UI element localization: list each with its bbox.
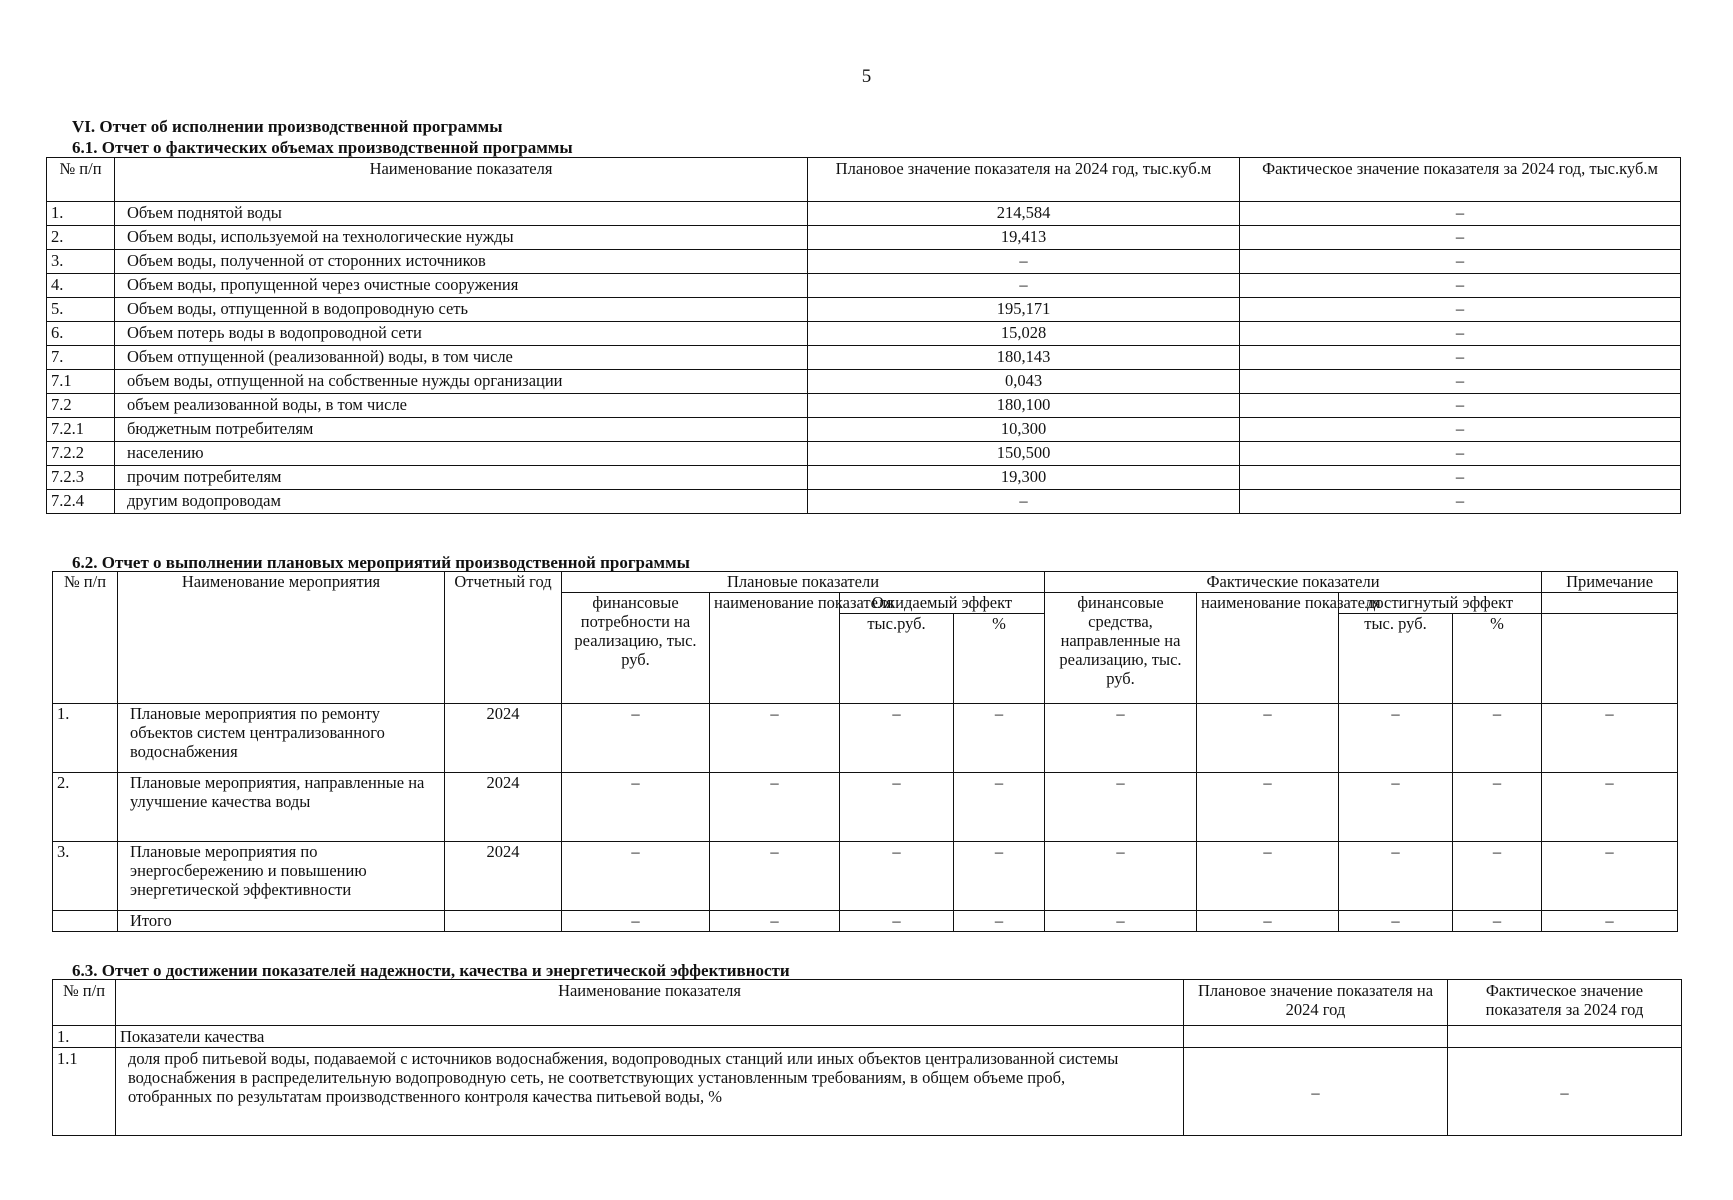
row-num: 1. (53, 1026, 116, 1048)
row-name: другим водопроводам (115, 490, 808, 514)
row-value-8: – (1453, 704, 1542, 773)
row-fact: – (1448, 1048, 1682, 1136)
table-row (47, 370, 1681, 394)
row-num (53, 911, 118, 932)
row-fact: – (1240, 346, 1681, 370)
row-num: 5. (47, 298, 115, 322)
header-fact-effect-pct: % (1453, 614, 1542, 704)
row-num: 4. (47, 274, 115, 298)
row-value-2: – (710, 704, 840, 773)
production-volumes-table (46, 157, 1681, 514)
row-value-9: – (1542, 911, 1678, 932)
row-name: объем реализованной воды, в том числе (115, 394, 808, 418)
row-name: населению (115, 442, 808, 466)
row-value-5: – (1045, 842, 1197, 911)
header-plan-effect-pct: % (954, 614, 1045, 704)
row-value-9: – (1542, 704, 1678, 773)
row-value-4: – (954, 911, 1045, 932)
table-row (47, 466, 1681, 490)
row-value-6: – (1197, 842, 1339, 911)
row-fact: – (1240, 370, 1681, 394)
header-year: Отчетный год (445, 572, 562, 704)
row-value-3: – (840, 842, 954, 911)
header-name: Наименование показателя (115, 158, 808, 202)
table-row (47, 322, 1681, 346)
row-value-3: – (840, 704, 954, 773)
row-plan: 150,500 (808, 442, 1240, 466)
row-plan: 19,300 (808, 466, 1240, 490)
header-plan-group: Плановые показатели (562, 572, 1045, 593)
row-num: 7.2 (47, 394, 115, 418)
row-plan: 214,584 (808, 202, 1240, 226)
row-value-2: – (710, 773, 840, 842)
row-name: Объем воды, отпущенной в водопроводную сеть (115, 298, 808, 322)
row-plan: 180,100 (808, 394, 1240, 418)
quality-indicators-table (52, 979, 1682, 1136)
row-value-8: – (1453, 773, 1542, 842)
row-value-3: – (840, 773, 954, 842)
row-name: Плановые мероприятия по ремонту объектов систем централизованного водоснабжения (118, 704, 445, 773)
row-value-2: – (710, 842, 840, 911)
row-name: прочим потребителям (115, 466, 808, 490)
row-fact: – (1240, 466, 1681, 490)
row-num: 6. (47, 322, 115, 346)
header-plan-effect: Ожидаемый эффект (840, 593, 1045, 614)
row-fact: – (1240, 490, 1681, 514)
row-value-2: – (710, 911, 840, 932)
row-value-8: – (1453, 911, 1542, 932)
row-value-5: – (1045, 773, 1197, 842)
table-row (53, 842, 1678, 911)
planned-activities-table (52, 571, 1678, 932)
row-num: 1.1 (53, 1048, 116, 1136)
row-value-1: – (562, 911, 710, 932)
row-fact: – (1240, 226, 1681, 250)
row-name: Плановые мероприятия, направленные на улучшение качества воды (118, 773, 445, 842)
section-6-2-title: 6.2. Отчет о выполнении плановых мероприятий производственной программы (72, 553, 690, 572)
row-value-6: – (1197, 773, 1339, 842)
row-year: 2024 (445, 842, 562, 911)
row-value-7: – (1339, 911, 1453, 932)
row-num: 7. (47, 346, 115, 370)
header-fact-fin: финансовые средства, направленные на реализацию, тыс. руб. (1045, 593, 1197, 704)
row-name: Объем воды, используемой на технологические нужды (115, 226, 808, 250)
table-row (47, 250, 1681, 274)
table-row (47, 202, 1681, 226)
table-header-row (53, 980, 1682, 1026)
table-row (53, 1048, 1682, 1136)
table-row (47, 226, 1681, 250)
row-value-7: – (1339, 773, 1453, 842)
row-plan: – (808, 250, 1240, 274)
row-value-7: – (1339, 704, 1453, 773)
row-num: 7.2.2 (47, 442, 115, 466)
row-plan: – (808, 274, 1240, 298)
row-value-8: – (1453, 842, 1542, 911)
table-row (47, 490, 1681, 514)
header-fact: Фактическое значение показателя за 2024 год, тыс.куб.м (1240, 158, 1681, 202)
row-value-5: – (1045, 704, 1197, 773)
row-name: Объем воды, полученной от сторонних источников (115, 250, 808, 274)
row-num: 7.2.3 (47, 466, 115, 490)
table-row (47, 418, 1681, 442)
row-plan: – (1184, 1048, 1448, 1136)
row-value-4: – (954, 704, 1045, 773)
header-plan: Плановое значение показателя на 2024 год (1184, 980, 1448, 1026)
row-name: Объем поднятой воды (115, 202, 808, 226)
header-fact-effect-rub: тыс. руб. (1339, 614, 1453, 704)
table-row (47, 394, 1681, 418)
row-fact: – (1240, 274, 1681, 298)
table-row (53, 1026, 1682, 1048)
section-6-1-title: 6.1. Отчет о фактических объемах производственной программы (72, 138, 573, 157)
table-row (47, 346, 1681, 370)
row-fact: – (1240, 418, 1681, 442)
row-fact (1448, 1026, 1682, 1048)
row-name: Объем потерь воды в водопроводной сети (115, 322, 808, 346)
row-value-1: – (562, 704, 710, 773)
row-num: 3. (53, 842, 118, 911)
header-fact-effect: достигнутый эффект (1339, 593, 1542, 614)
header-fact-group: Фактические показатели (1045, 572, 1542, 593)
row-num: 2. (53, 773, 118, 842)
table-row (53, 911, 1678, 932)
row-value-4: – (954, 842, 1045, 911)
row-value-4: – (954, 773, 1045, 842)
row-value-1: – (562, 842, 710, 911)
row-plan: 15,028 (808, 322, 1240, 346)
row-num: 1. (47, 202, 115, 226)
section-6-3-title: 6.3. Отчет о достижении показателей надежности, качества и энергетической эффективности (72, 961, 790, 980)
row-name: объем воды, отпущенной на собственные нужды организации (115, 370, 808, 394)
row-fact: – (1240, 322, 1681, 346)
row-num: 1. (53, 704, 118, 773)
section-title: VI. Отчет об исполнении производственной программы (72, 117, 503, 136)
row-plan: 10,300 (808, 418, 1240, 442)
row-num: 7.1 (47, 370, 115, 394)
row-plan: 180,143 (808, 346, 1240, 370)
row-value-5: – (1045, 911, 1197, 932)
row-plan: – (808, 490, 1240, 514)
header-note-empty (1542, 614, 1678, 704)
row-plan: 195,171 (808, 298, 1240, 322)
row-name: Объем воды, пропущенной через очистные сооружения (115, 274, 808, 298)
row-num: 3. (47, 250, 115, 274)
row-num: 2. (47, 226, 115, 250)
header-plan-effect-rub: тыс.руб. (840, 614, 954, 704)
row-value-9: – (1542, 842, 1678, 911)
row-fact: – (1240, 202, 1681, 226)
header-name: Наименование показателя (116, 980, 1184, 1026)
header-plan: Плановое значение показателя на 2024 год, тыс.куб.м (808, 158, 1240, 202)
row-name: Плановые мероприятия по энергосбережению и повышению энергетической эффективности (118, 842, 445, 911)
header-fact-indicator: наименование показателя (1197, 593, 1339, 704)
row-plan: 19,413 (808, 226, 1240, 250)
header-num: № п/п (47, 158, 115, 202)
table-row (47, 298, 1681, 322)
row-value-6: – (1197, 704, 1339, 773)
row-year: 2024 (445, 773, 562, 842)
row-num: 7.2.4 (47, 490, 115, 514)
row-plan (1184, 1026, 1448, 1048)
table-header-row (47, 158, 1681, 202)
header-plan-indicator: наименование показателя (710, 593, 840, 704)
header-fact: Фактическое значение показателя за 2024 год (1448, 980, 1682, 1026)
row-value-1: – (562, 773, 710, 842)
row-name: Показатели качества (116, 1026, 1184, 1048)
header-note: Примечание (1542, 572, 1678, 593)
row-plan: 0,043 (808, 370, 1240, 394)
row-value-9: – (1542, 773, 1678, 842)
page-number: 5 (861, 66, 872, 87)
table-header-row (53, 572, 1678, 593)
row-value-3: – (840, 911, 954, 932)
table-row (53, 773, 1678, 842)
table-row (47, 442, 1681, 466)
row-name: бюджетным потребителям (115, 418, 808, 442)
row-year (445, 911, 562, 932)
table-row (47, 274, 1681, 298)
header-num: № п/п (53, 980, 116, 1026)
row-fact: – (1240, 394, 1681, 418)
row-fact: – (1240, 442, 1681, 466)
table-row (53, 704, 1678, 773)
header-num: № п/п (53, 572, 118, 704)
header-note-empty (1542, 593, 1678, 614)
row-name: Итого (118, 911, 445, 932)
row-value-6: – (1197, 911, 1339, 932)
row-num: 7.2.1 (47, 418, 115, 442)
row-fact: – (1240, 250, 1681, 274)
row-year: 2024 (445, 704, 562, 773)
header-plan-fin: финансовые потребности на реализацию, тыс. руб. (562, 593, 710, 704)
row-value-7: – (1339, 842, 1453, 911)
row-name: Объем отпущенной (реализованной) воды, в том числе (115, 346, 808, 370)
header-name: Наименование мероприятия (118, 572, 445, 704)
row-name: доля проб питьевой воды, подаваемой с источников водоснабжения, водопроводных станций или иных объектов централизованной системы водоснабжения в распределительную водопроводную сеть, не соответствующих установленным требованиям, в общем объеме проб, отобранных по результатам производственного контроля качества питьевой воды, % (116, 1048, 1184, 1136)
row-fact: – (1240, 298, 1681, 322)
